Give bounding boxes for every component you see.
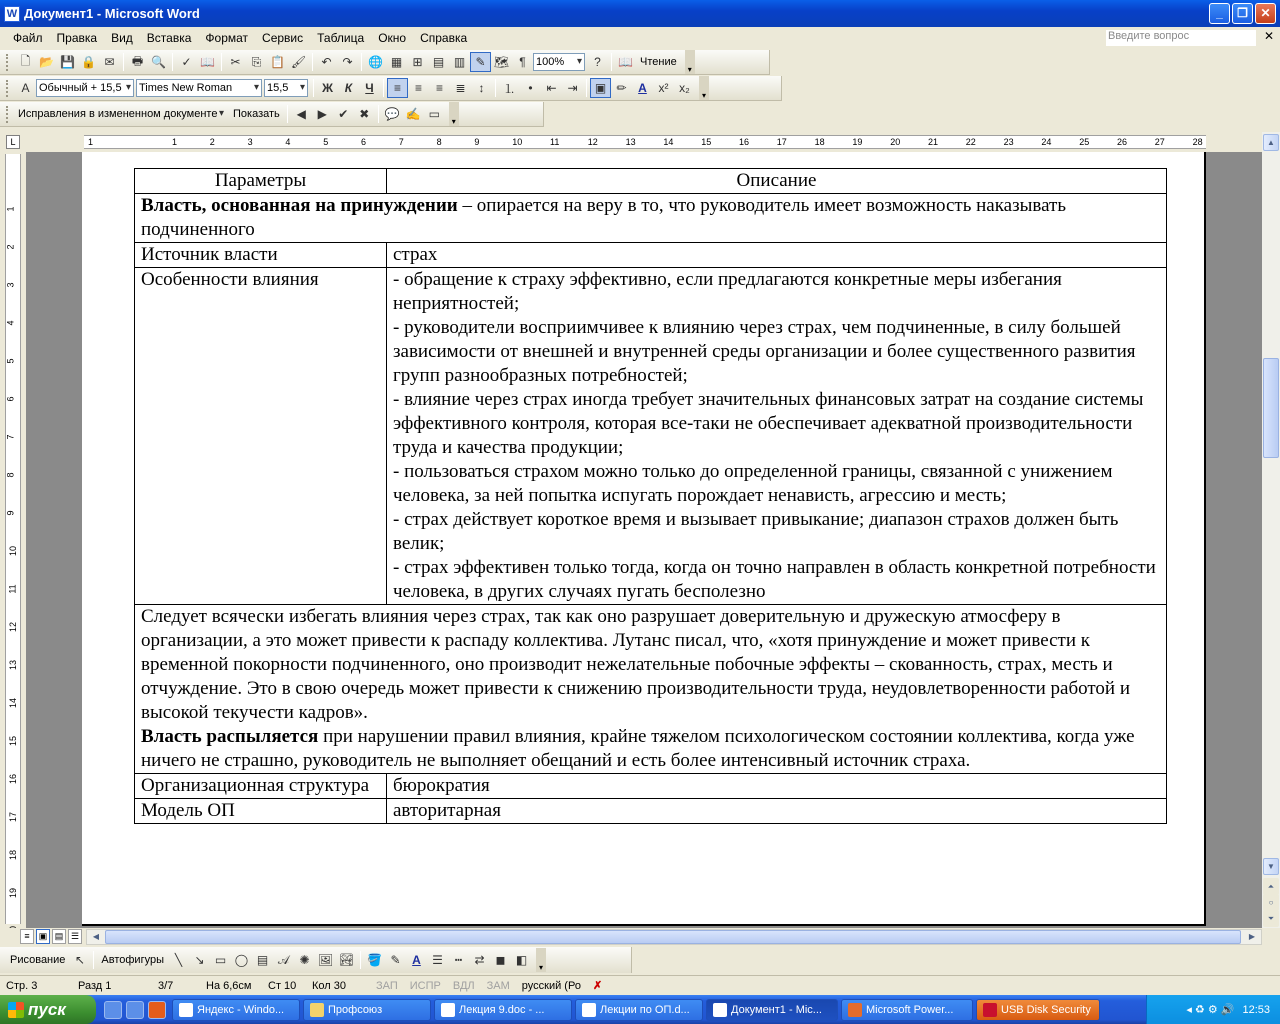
vruler-number: 10	[8, 545, 19, 557]
tab-selector-button[interactable]: L	[6, 135, 20, 149]
format-painter-icon[interactable]: 🖌	[290, 55, 307, 69]
note-cell[interactable]	[135, 605, 1167, 774]
ruler-number: 21	[928, 137, 939, 147]
open-icon[interactable]: 📂	[39, 55, 54, 69]
paste-icon[interactable]: 📋	[270, 55, 285, 69]
close-document-icon[interactable]: ✕	[1263, 29, 1274, 43]
show-formatting-icon[interactable]: ¶	[519, 55, 526, 69]
minimize-button[interactable]: _	[1209, 3, 1230, 24]
email-icon[interactable]: ✉	[104, 55, 115, 69]
fill-color-icon[interactable]: 🪣	[367, 953, 382, 967]
underline-button[interactable]: Ч	[365, 81, 374, 95]
ruler-number: 6	[361, 137, 367, 147]
reviewing-pane-icon[interactable]: ▭	[428, 107, 440, 121]
note-rest: при нарушении правил влияния, крайне тяжелом психологическом состоянии коллектива, когда уже ничего не страшно, руководитель не выполняет обещаний и есть более интенсивный источник страха.	[141, 726, 1135, 771]
status-language: русский (Ро	[521, 979, 581, 992]
toolbar-grip[interactable]	[6, 54, 10, 71]
increase-indent-icon[interactable]: ⇥	[567, 81, 578, 95]
drawing-icon[interactable]: ✎	[470, 52, 491, 72]
vruler-number: 19	[8, 887, 19, 899]
document-area	[26, 152, 1262, 928]
ruler-number: 1	[88, 137, 94, 147]
task-yandex[interactable]	[172, 999, 300, 1021]
source-label-cell[interactable]: Источник власти	[135, 243, 387, 268]
copy-icon[interactable]: ⎘	[251, 54, 262, 69]
vruler-number: 17	[8, 811, 19, 823]
ruler-number: 3	[247, 137, 253, 147]
intro-text: – опирается на веру в то, что руководитель имеет возможность наказывать подчиненного	[141, 195, 1067, 240]
previous-change-icon[interactable]: ◀	[296, 107, 306, 121]
ruler-number: 20	[890, 137, 901, 147]
cut-icon[interactable]: ✂	[230, 55, 241, 69]
ruler-number: 2	[209, 137, 215, 147]
tray-icons[interactable]: ◂ ♻ ⚙ 🔊	[1186, 1004, 1235, 1016]
decrease-indent-icon[interactable]: ⇤	[546, 81, 557, 95]
model-label-cell[interactable]: Модель ОП	[135, 799, 387, 824]
diagram-icon[interactable]: ✺	[299, 953, 310, 967]
highlight-icon[interactable]: ✏	[616, 81, 627, 95]
autoshapes-menu-button[interactable]: Автофигуры	[101, 954, 164, 966]
superscript-icon[interactable]: x²	[658, 81, 669, 95]
word-icon	[582, 1003, 596, 1017]
reject-change-icon[interactable]: ✖	[359, 107, 370, 121]
menu-tools[interactable]: Сервис	[262, 31, 304, 45]
reading-button[interactable]: Чтение	[640, 56, 677, 68]
vruler-number: 13	[8, 659, 19, 671]
quick-launch	[104, 1001, 166, 1019]
style-select[interactable]: Обычный + 15,5 ▾	[36, 79, 134, 97]
line-style-icon[interactable]: ☰	[432, 953, 443, 967]
toolbar-options-icon[interactable]: ▾	[699, 76, 709, 100]
note-bold: Власть распыляется	[141, 726, 319, 747]
dash-style-icon[interactable]: ┅	[454, 953, 463, 967]
ruler-number: 15	[701, 137, 712, 147]
line-icon[interactable]: ╲	[174, 953, 183, 967]
ruler-number: 16	[739, 137, 750, 147]
word-app-icon[interactable]: W	[4, 6, 20, 22]
model-value-cell[interactable]: авторитарная	[387, 799, 1167, 824]
status-pages: 3/7	[158, 979, 174, 992]
feature-item: - страх эффективен только тогда, когда он точно направлен в область конкретной потребности человека, в других случаях пугать бесполезно	[393, 557, 1156, 602]
ruler-number: 28	[1192, 137, 1203, 147]
vertical-scrollbar[interactable]	[1262, 132, 1280, 928]
document-map-icon[interactable]: 🗺	[493, 55, 510, 69]
task-powerpoint[interactable]	[841, 999, 973, 1021]
usb-security-icon	[983, 1003, 997, 1017]
table-row	[135, 799, 1167, 824]
font-color-icon[interactable]: A	[638, 81, 647, 95]
toolbar-grip[interactable]	[6, 106, 10, 123]
task-document1[interactable]	[706, 999, 838, 1021]
intro-cell[interactable]	[135, 194, 1167, 243]
ruler-number: 12	[587, 137, 598, 147]
task-lectures-op[interactable]	[575, 999, 703, 1021]
horizontal-ruler[interactable]	[84, 135, 1206, 149]
ruler-number: 25	[1079, 137, 1090, 147]
toolbar-grip[interactable]	[6, 80, 10, 97]
ruler-number: 4	[285, 137, 291, 147]
note-text: Следует всячески избегать влияния через страх, так как оно разрушает доверительную и дружескую атмосферу в организации, а это может привести к распаду коллектива. Лутанс писал, что, «хотя принуждение и может привести к временной покорности подчиненного, оно производит нежелательные побочные эффекты – скованность, страх, месть и отчуждение. Это в свою очередь может привести к снижению производительности труда, неудовлетворенности работой и высокой текучести кадров».	[141, 606, 1131, 723]
folder-icon	[310, 1003, 324, 1017]
vertical-scroll-thumb[interactable]	[1263, 358, 1279, 458]
feature-item: - страх действует короткое время и вызывает привыкание; диапазон страхов должен быть велик;	[393, 509, 1119, 554]
task-lecture9[interactable]	[434, 999, 572, 1021]
vruler-number: 11	[7, 584, 18, 594]
menu-window[interactable]: Окно	[378, 31, 407, 45]
vruler-number: 12	[8, 621, 19, 633]
line-spacing-icon[interactable]: ↕	[478, 81, 485, 95]
styles-icon[interactable]: A	[21, 81, 30, 95]
menu-bar	[0, 27, 1280, 49]
vruler-number: 3	[5, 282, 16, 288]
clock: 12:53	[1242, 1003, 1270, 1016]
menu-insert[interactable]: Вставка	[146, 31, 192, 45]
task-label: Профсоюз	[328, 1003, 383, 1016]
ruler-number: 8	[436, 137, 442, 147]
vruler-number: 1	[5, 206, 16, 212]
status-position: На 6,6см	[206, 979, 252, 992]
title-bar	[0, 0, 1280, 27]
feature-item: - обращение к страху эффективно, если предлагаются конкретные меры избегания неприятностей;	[393, 269, 1062, 314]
menu-table[interactable]: Таблица	[317, 31, 365, 45]
status-bar	[0, 975, 1280, 995]
status-column: Кол 30	[312, 979, 346, 992]
line-color-icon[interactable]: ✎	[390, 953, 401, 967]
align-left-icon[interactable]: ≡	[387, 78, 408, 98]
clip-art-icon[interactable]: 🖼	[317, 953, 334, 967]
previous-page-icon[interactable]: ⏶	[1263, 878, 1279, 895]
save-icon[interactable]: 💾	[60, 55, 75, 69]
task-label: Лекция 9.doc - ...	[459, 1003, 545, 1016]
ask-question-input[interactable]: Введите вопрос	[1106, 30, 1256, 46]
table-row	[135, 243, 1167, 268]
draw-menu-button[interactable]: Рисование	[10, 954, 66, 966]
org-value-cell[interactable]: бюрократия	[387, 774, 1167, 799]
menu-help[interactable]: Справка	[420, 31, 468, 45]
ruler-number: 10	[512, 137, 523, 147]
source-value-cell[interactable]: страх	[387, 243, 1167, 268]
ruler-number: 11	[550, 137, 560, 147]
ruler-number: 24	[1041, 137, 1052, 147]
menu-format[interactable]: Формат	[205, 31, 249, 45]
features-label-cell[interactable]: Особенности влияния	[135, 268, 387, 605]
rectangle-icon[interactable]: ▭	[214, 953, 227, 967]
status-track[interactable]: ИСПР	[409, 979, 441, 992]
print-icon[interactable]: 🖶	[131, 53, 144, 68]
status-line: Ст 10	[268, 979, 297, 992]
wordart-icon[interactable]: 𝒜	[277, 952, 290, 967]
zoom-select[interactable]: 100% ▾	[533, 53, 585, 71]
toolbar-options-icon[interactable]: ▾	[449, 102, 459, 126]
research-icon[interactable]: 📖	[200, 55, 215, 69]
table-row	[135, 605, 1167, 774]
formatting-toolbar	[0, 76, 782, 101]
table-row	[135, 194, 1167, 243]
ie-icon	[179, 1003, 193, 1017]
ruler-number: 18	[814, 137, 825, 147]
menu-view[interactable]: Вид	[111, 31, 133, 45]
window-title: Документ1 - Microsoft Word	[24, 6, 200, 21]
browser-quicklaunch-icon[interactable]	[148, 1001, 166, 1019]
hyperlink-icon[interactable]: 🌐	[368, 55, 383, 69]
features-value-cell[interactable]	[387, 268, 1167, 605]
vruler-number: 5	[5, 358, 16, 364]
new-comment-icon[interactable]: 💬	[384, 107, 400, 121]
reviewing-toolbar	[0, 102, 544, 127]
start-label: пуск	[28, 999, 66, 1019]
task-folder[interactable]	[303, 999, 431, 1021]
insert-excel-icon[interactable]: ▤	[432, 55, 445, 69]
menu-edit[interactable]: Правка	[56, 31, 98, 45]
track-changes-icon[interactable]: ✍	[405, 107, 421, 121]
task-label: Яндекс - Windo...	[197, 1003, 285, 1016]
system-tray	[1146, 995, 1280, 1024]
font-size-select[interactable]: 15,5 ▾	[264, 79, 308, 97]
numbering-icon[interactable]: ⒈	[503, 81, 516, 96]
accept-change-icon[interactable]: ✔	[338, 107, 349, 121]
vruler-number: 15	[8, 735, 19, 747]
reading-icon[interactable]: 📖	[618, 55, 633, 69]
windows-logo-icon	[8, 1002, 24, 1018]
3d-style-icon[interactable]: ◧	[515, 953, 528, 967]
taskbar	[0, 995, 1280, 1024]
task-label: USB Disk Security	[1001, 1003, 1091, 1016]
feature-item: - руководители восприимчивее к влиянию через страх, чем подчиненные, в силу большей зависимости от внешней и внутренней среды организации и более существенного развития групп разнообразных потребностей;	[393, 317, 1136, 386]
draw-font-color-icon[interactable]: A	[412, 953, 421, 967]
ie-quicklaunch-icon[interactable]	[104, 1001, 122, 1019]
close-button[interactable]: ✕	[1255, 3, 1276, 24]
header-cell-parameters[interactable]: Параметры	[135, 169, 387, 194]
feature-item: - влияние через страх иногда требует значительных финансовых затрат на создание системы эффективного контроля, которая все-таки не обеспечивает адекватной производительности труда и качества продукции;	[393, 389, 1144, 458]
arrow-icon[interactable]: ↘	[194, 953, 205, 967]
ruler-number: 9	[474, 137, 480, 147]
align-right-icon[interactable]: ≡	[435, 81, 443, 95]
task-label: Лекции по ОП.d...	[600, 1003, 690, 1016]
web-layout-view-icon[interactable]: ▣	[36, 929, 50, 944]
vruler-number: 2	[5, 244, 16, 250]
normal-view-icon[interactable]: ≡	[20, 929, 34, 944]
status-record[interactable]: ЗАП	[376, 979, 398, 992]
ruler-number: 23	[1003, 137, 1014, 147]
select-browse-object-icon[interactable]: ○	[1263, 894, 1279, 911]
vruler-number: 16	[8, 773, 19, 785]
insert-picture-icon[interactable]: 🏞	[338, 953, 355, 967]
status-section: Разд 1	[78, 979, 112, 992]
vruler-number: 14	[8, 697, 19, 709]
drawing-toolbar	[0, 947, 632, 973]
tables-borders-icon[interactable]: ▦	[390, 55, 403, 69]
feature-item: - пользоваться страхом можно только до определенной границы, связанной с унижением человека, за ней попытка испугать порождает ненависть, агрессию и месть;	[393, 461, 1113, 506]
ruler-number: 7	[398, 137, 404, 147]
new-document-icon[interactable]: 🗋	[20, 53, 31, 68]
shadow-style-icon[interactable]: ◼	[495, 953, 506, 967]
intro-bold: Власть, основанная на принуждении	[141, 195, 458, 216]
insert-table-icon[interactable]: ⊞	[412, 55, 423, 69]
scroll-left-button[interactable]: ◀	[92, 932, 100, 941]
spelling-icon[interactable]: ✓	[181, 55, 192, 69]
vruler-number: 9	[5, 510, 16, 516]
standard-toolbar	[0, 50, 770, 75]
status-overtype[interactable]: ЗАМ	[486, 979, 510, 992]
status-page: Стр. 3	[6, 979, 38, 992]
ruler-number: 1	[172, 137, 178, 147]
vertical-ruler[interactable]	[5, 154, 21, 924]
redo-icon[interactable]: ↷	[342, 55, 353, 69]
ruler-number: 19	[852, 137, 863, 147]
menu-file[interactable]: Файл	[13, 31, 43, 45]
toolbar-options-icon[interactable]: ▾	[536, 948, 546, 972]
task-usb-security[interactable]	[976, 999, 1100, 1021]
help-icon[interactable]: ?	[594, 55, 601, 69]
permission-icon[interactable]: 🔒	[81, 55, 96, 69]
print-layout-view-icon[interactable]: ▤	[52, 929, 66, 944]
start-button[interactable]	[0, 995, 96, 1024]
ruler-number: 22	[965, 137, 976, 147]
ruler-number: 14	[663, 137, 674, 147]
undo-icon[interactable]: ↶	[321, 55, 332, 69]
powerpoint-icon	[848, 1003, 862, 1017]
vruler-number: 18	[8, 849, 19, 861]
spelling-status-icon[interactable]: ✗	[592, 980, 603, 992]
parameters-table[interactable]	[134, 168, 1167, 824]
toolbar-options-icon[interactable]: ▾	[685, 50, 695, 74]
horizontal-scroll-thumb[interactable]	[105, 930, 1241, 944]
restore-button[interactable]: ❐	[1232, 3, 1253, 24]
show-menu-button[interactable]: Показать	[233, 108, 280, 120]
word-icon	[441, 1003, 455, 1017]
horizontal-scroll-row	[0, 928, 1262, 946]
ruler-number: 5	[323, 137, 329, 147]
display-for-review-select[interactable]: Исправления в измененном документе ▾	[15, 105, 227, 123]
bold-button[interactable]: Ж	[322, 81, 333, 95]
scroll-up-button[interactable]: ▲	[1263, 134, 1279, 151]
header-cell-description[interactable]: Описание	[387, 169, 1167, 194]
print-preview-icon[interactable]: 🔍	[151, 55, 166, 69]
task-label: Microsoft Power...	[866, 1003, 954, 1016]
ruler-row	[0, 132, 1262, 152]
italic-button[interactable]: К	[344, 81, 353, 95]
vruler-number: 4	[5, 320, 16, 326]
status-extend[interactable]: ВДЛ	[452, 979, 475, 992]
note-second-paragraph	[141, 725, 1160, 773]
outline-view-icon[interactable]: ☰	[68, 929, 82, 944]
word-icon	[713, 1003, 727, 1017]
table-row	[135, 169, 1167, 194]
vruler-number: 6	[5, 396, 16, 402]
borders-icon[interactable]: ▣	[590, 78, 611, 98]
ruler-number: 27	[1154, 137, 1165, 147]
org-label-cell[interactable]: Организационная структура	[135, 774, 387, 799]
oval-icon[interactable]: ◯	[234, 953, 249, 967]
ruler-number: 13	[625, 137, 636, 147]
font-select[interactable]: Times New Roman ▾	[136, 79, 262, 97]
desktop-quicklaunch-icon[interactable]	[126, 1001, 144, 1019]
arrow-style-icon[interactable]: ⇄	[474, 953, 485, 967]
next-change-icon[interactable]: ▶	[317, 107, 327, 121]
select-objects-icon[interactable]: ↖	[74, 953, 85, 967]
subscript-icon[interactable]: x₂	[679, 81, 690, 95]
ruler-number: 17	[776, 137, 787, 147]
scroll-down-button[interactable]: ▼	[1263, 858, 1279, 875]
scroll-right-button[interactable]: ▶	[1248, 932, 1256, 941]
table-row	[135, 268, 1167, 605]
task-label: Документ1 - Mic...	[731, 1003, 822, 1016]
align-center-icon[interactable]: ≡	[414, 81, 422, 95]
document-page[interactable]	[82, 152, 1206, 926]
next-page-icon[interactable]: ⏷	[1263, 910, 1279, 927]
vruler-number: 8	[5, 472, 16, 478]
justify-icon[interactable]: ≣	[455, 81, 466, 95]
vruler-number: 7	[5, 434, 16, 440]
ruler-number: 26	[1117, 137, 1128, 147]
columns-icon[interactable]: ▥	[453, 55, 466, 69]
horizontal-scrollbar[interactable]	[86, 929, 1262, 945]
bullets-icon[interactable]: •	[528, 81, 533, 95]
text-box-icon[interactable]: ▤	[256, 953, 269, 967]
table-row	[135, 774, 1167, 799]
